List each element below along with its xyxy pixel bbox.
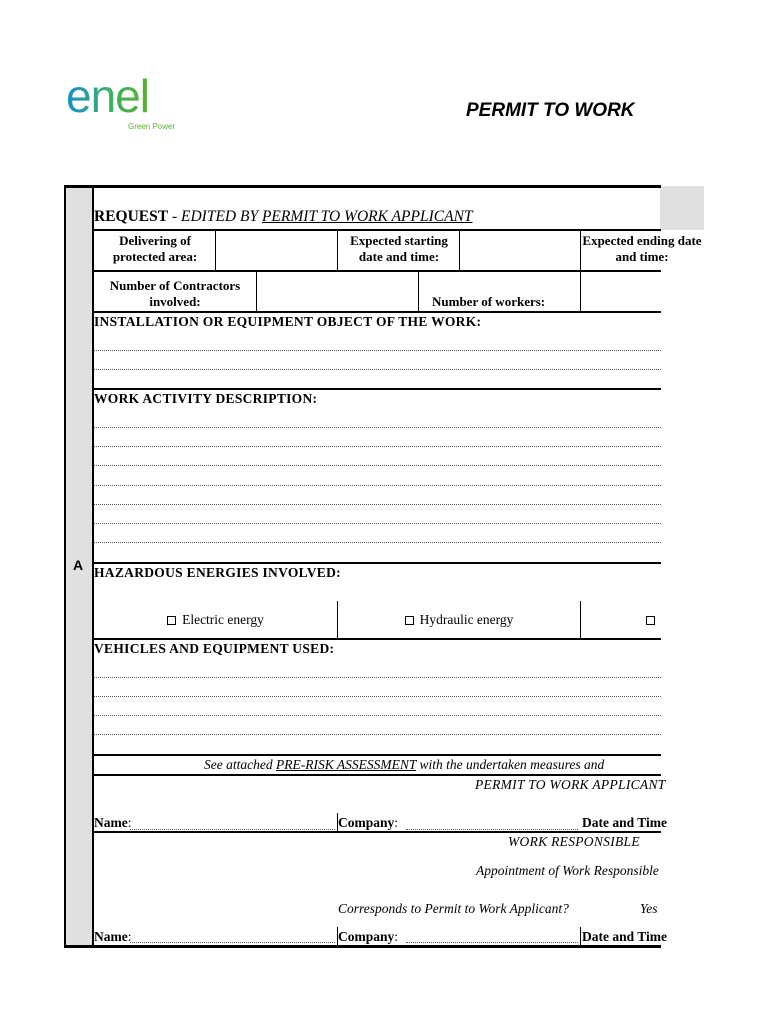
vehicles-top — [94, 638, 661, 640]
request-dash: - — [168, 208, 182, 225]
pre-risk-assessment-link[interactable]: PRE-RISK ASSESSMENT — [275, 757, 417, 772]
energy-label: Electric energy — [182, 612, 264, 627]
corresponds-question: Corresponds to Permit to Work Applicant? — [338, 901, 569, 916]
vehicles-label: VEHICLES AND EQUIPMENT USED: — [94, 641, 335, 656]
risk-note — [204, 757, 604, 773]
section-letter: A — [73, 557, 84, 573]
energy-div2 — [580, 601, 581, 638]
work-activity-line[interactable] — [94, 485, 661, 486]
appointment-text: Appointment of Work Responsible — [476, 863, 659, 878]
page-title: PERMIT TO WORK — [466, 100, 635, 121]
vehicles-line[interactable] — [94, 677, 661, 678]
work-activity-line[interactable] — [94, 427, 661, 428]
request-edited-by: EDITED BY — [181, 208, 262, 225]
delivering-area-field[interactable] — [216, 231, 336, 269]
work-activity-line[interactable] — [94, 446, 661, 447]
checkbox-icon[interactable] — [646, 616, 655, 625]
expected-start-label: Expected starting date and time: — [350, 233, 448, 264]
yes-option[interactable]: Yes — [640, 901, 658, 916]
energy-option-electric[interactable] — [94, 612, 337, 628]
risk-note-prefix: See attached — [204, 757, 276, 772]
signature1-name-dots — [130, 829, 335, 830]
header-band — [660, 186, 704, 230]
request-label: REQUEST — [94, 208, 169, 225]
work-activity-label: WORK ACTIVITY DESCRIPTION: — [94, 391, 318, 406]
work-activity-line[interactable] — [94, 465, 661, 466]
contractors-label: Number of Contractors involved: — [109, 278, 241, 309]
signature1-div — [337, 813, 338, 832]
colon: : — [394, 929, 399, 944]
signature1-company-dots — [406, 829, 578, 830]
installation-label: INSTALLATION OR EQUIPMENT OBJECT OF THE WORK: — [94, 314, 482, 329]
company-label: Company — [338, 929, 395, 944]
logo-tagline: Green Power — [128, 122, 176, 131]
signature2-company-dots — [406, 942, 578, 943]
vehicles-line[interactable] — [94, 696, 661, 697]
energy-label: Hydraulic energy — [419, 612, 514, 627]
signature2-name-dots — [130, 942, 335, 943]
expected-end-clip — [581, 229, 702, 270]
company-label: Company — [338, 815, 395, 830]
risk-note-clip — [94, 756, 661, 774]
colon: : — [394, 815, 399, 830]
work-activity-line[interactable] — [94, 504, 661, 505]
hazardous-top — [94, 562, 661, 564]
name-label: Name — [94, 929, 128, 944]
energy-option-third[interactable] — [646, 612, 661, 628]
installation-line[interactable] — [94, 369, 661, 370]
energy-option-hydraulic[interactable] — [338, 612, 580, 628]
appointment-clip — [470, 862, 661, 882]
expected-end-label: Expected ending date and time: — [582, 233, 702, 264]
frame-bottom — [64, 945, 661, 948]
contractors-field[interactable] — [257, 272, 417, 311]
applicant-heading: PERMIT TO WORK APPLICANT — [475, 777, 666, 792]
signature2-date-clip[interactable] — [582, 929, 668, 945]
request-header — [94, 208, 473, 226]
enel-logo-mark — [66, 72, 196, 120]
work-activity-line[interactable] — [94, 523, 661, 524]
date-label: Date and Time — [582, 815, 668, 830]
signature1-company[interactable] — [338, 815, 398, 831]
signature2-div2 — [580, 927, 581, 945]
hazardous-label: HAZARDOUS ENERGIES INVOLVED: — [94, 565, 341, 580]
work-activity-top — [94, 388, 661, 390]
signature2-name[interactable] — [94, 929, 132, 945]
frame-top — [64, 185, 661, 188]
checkbox-icon[interactable] — [405, 616, 414, 625]
enel-logo — [66, 72, 196, 136]
workers-field[interactable] — [581, 272, 661, 311]
vehicles-line[interactable] — [94, 734, 661, 735]
delivering-area-label: Delivering of protected area: — [112, 233, 198, 264]
installation-line[interactable] — [94, 350, 661, 351]
row2-div2 — [418, 270, 419, 312]
workers-label: Number of workers: — [432, 294, 546, 309]
signature1-name[interactable] — [94, 815, 132, 831]
checkbox-icon[interactable] — [167, 616, 176, 625]
colon: : — [127, 929, 132, 944]
vehicles-line[interactable] — [94, 715, 661, 716]
applicant-clip — [94, 776, 666, 794]
signature2-company[interactable] — [338, 929, 398, 945]
name-label: Name — [94, 815, 128, 830]
date-label: Date and Time — [582, 929, 668, 944]
installation-top — [94, 311, 661, 313]
work-activity-line[interactable] — [94, 542, 661, 543]
colon: : — [127, 815, 132, 830]
work-responsible-heading: WORK RESPONSIBLE — [508, 834, 640, 849]
logo-wordmark: enel — [66, 70, 149, 122]
work-responsible-top — [94, 831, 661, 833]
request-applicant: PERMIT TO WORK APPLICANT — [261, 208, 473, 225]
signature2-div1 — [337, 927, 338, 945]
risk-note-suffix: with the undertaken measures and — [416, 757, 605, 772]
expected-start-field[interactable] — [460, 231, 579, 269]
